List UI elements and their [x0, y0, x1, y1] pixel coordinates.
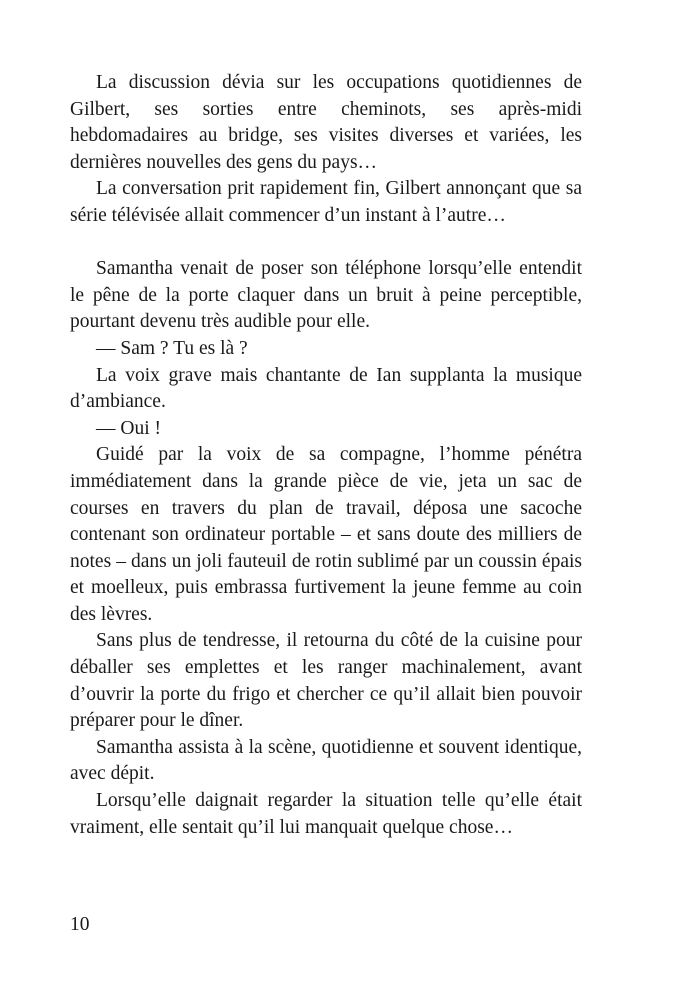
paragraph: Samantha assista à la scène, quotidienne et souvent identique, avec dépit. [70, 736, 582, 785]
paragraph: Samantha venait de poser son téléphone lorsqu’elle entendit le pêne de la porte claquer dans un bruit à peine perceptible, pourtant devenu très audible pour elle. [70, 258, 582, 333]
paragraph: Guidé par la voix de sa compagne, l’homme pénétra immédiatement dans la grande pièce de vie, jeta un sac de courses en travers du plan de travail, déposa une sacoche contenant son ordinateur portable – et sans doute des milliers de notes – dans un joli fauteuil de rotin sublimé par un coussin épais et moelleux, puis embrassa furtivement la jeune femme au coin des lèvres. [70, 444, 582, 625]
paragraph: Lorsqu’elle daignait regarder la situation telle qu’elle était vraiment, elle sentait qu’il lui manquait quelque chose… [70, 790, 582, 838]
paragraph: Sans plus de tendresse, il retourna du côté de la cuisine pour déballer ses emplettes et les ranger machinalement, avant d’ouvrir la porte du frigo et chercher ce qu’il allait bien pouvoir préparer pour le dîner. [70, 630, 582, 732]
paragraph: La voix grave mais chantante de Ian supplanta la musique d’ambiance. [70, 364, 582, 413]
page-number: 10 [70, 914, 90, 935]
paragraph: La discussion dévia sur les occupations quotidiennes de Gilbert, ses sorties entre cheminots, ses après-midi hebdomadaires au bridge, ses visites diverses et variées, les dernières nouvelles des gens du pays… [70, 72, 582, 173]
paragraph: La conversation prit rapidement fin, Gilbert annonçant que sa série télévisée allait commencer d’un instant à l’autre… [70, 178, 582, 226]
dialogue-line: — Sam ? Tu es là ? [96, 337, 248, 359]
page-body [70, 70, 582, 841]
dialogue-line: — Oui ! [96, 417, 161, 439]
section-break [70, 230, 582, 257]
